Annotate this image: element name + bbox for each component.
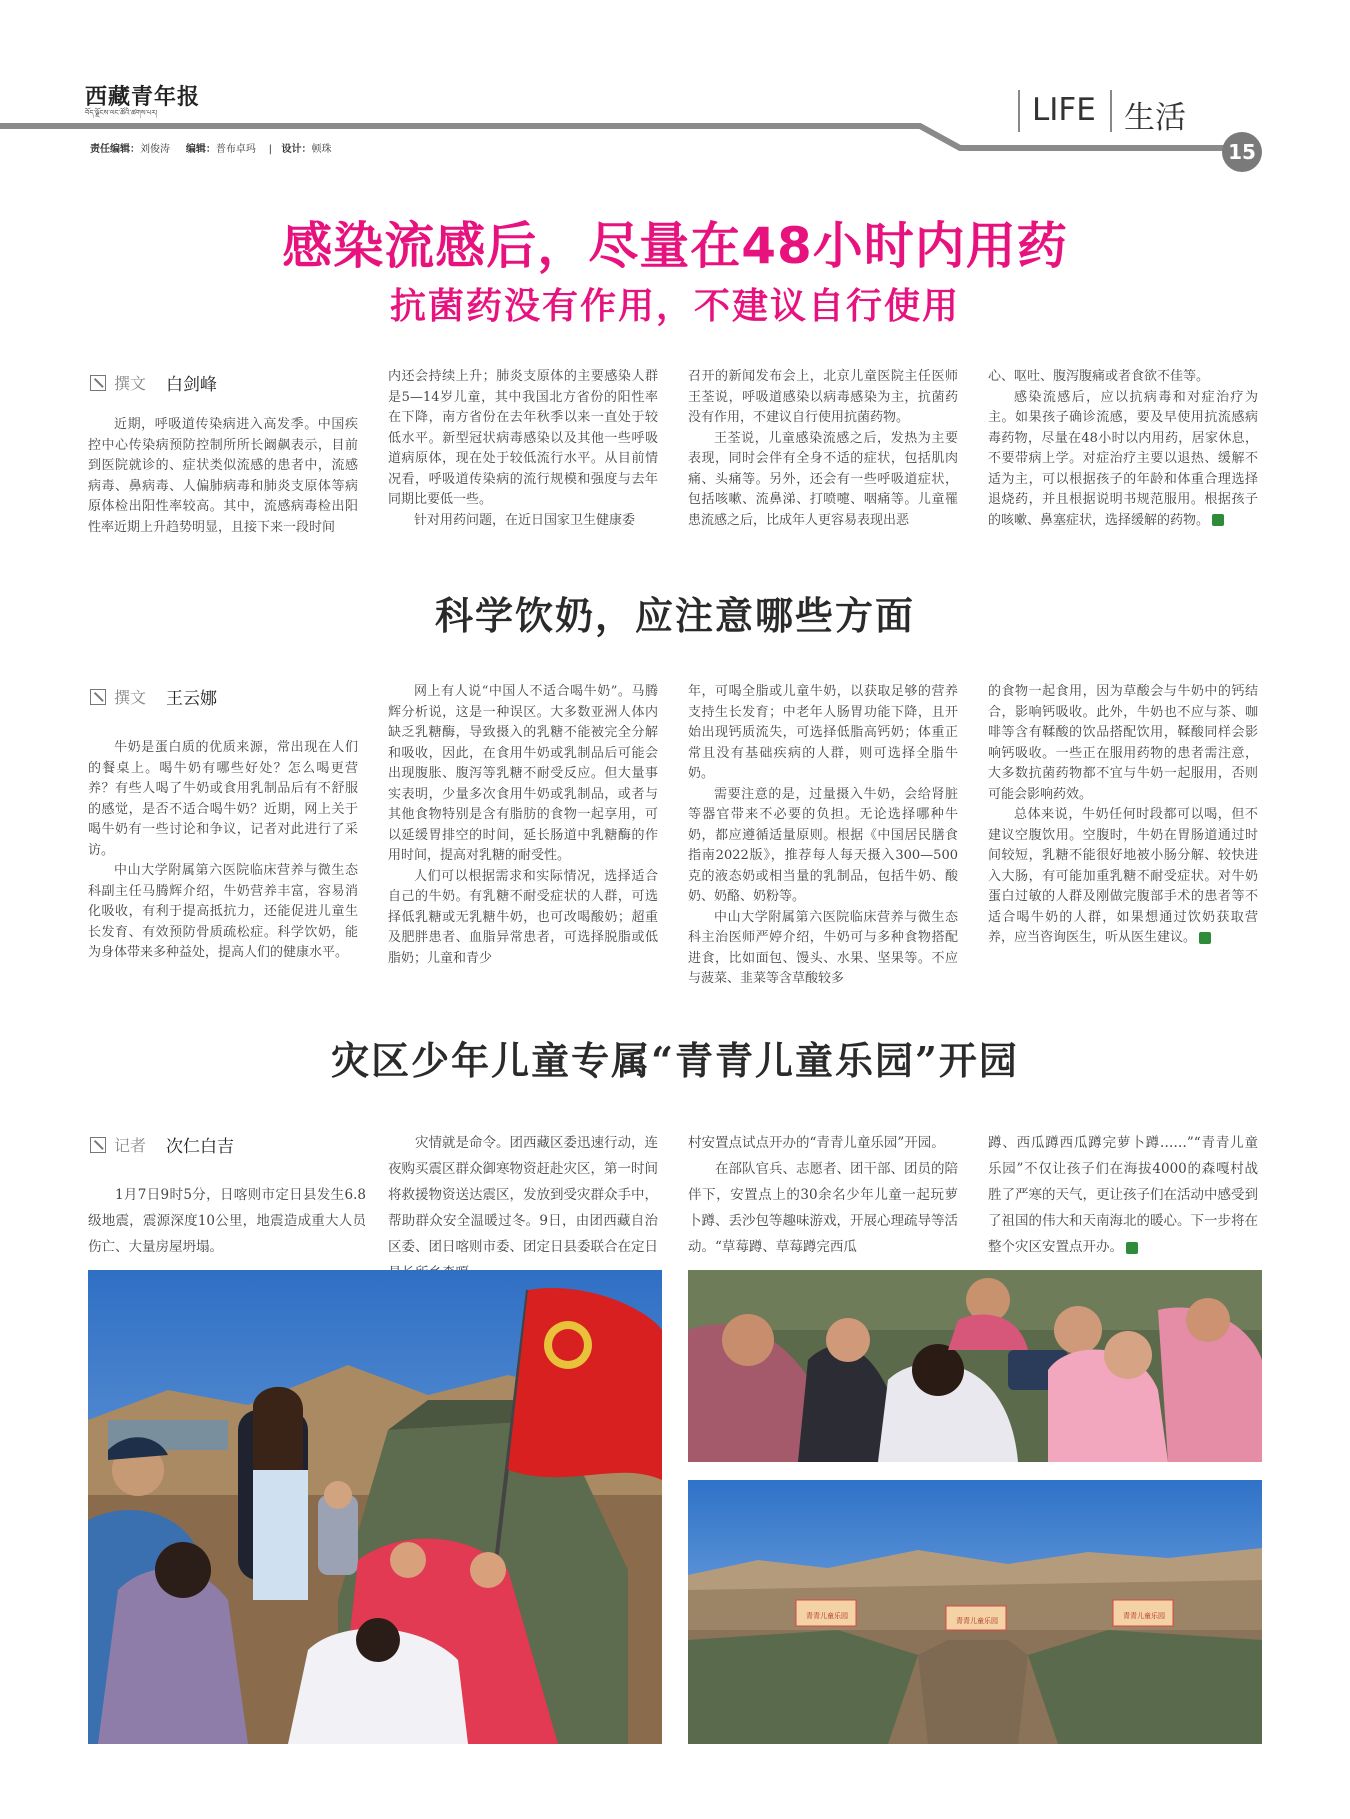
paragraph [988,1130,1258,1260]
paragraph: 心、呕吐、腹泻腹痛或者食欲不佳等。 [988,369,1210,384]
paragraph-text: 感染流感后，应以抗病毒和对症治疗为主。如果孩子确诊流感，要及早使用抗流感病毒药物，尽量在48小时以内用药，居家休息，不要带病上学。对症治疗主要以退热、缓解不适为主，可以根据孩子的年龄和体重合理选择退烧药，并且根据说明书规范服用。根据孩子的咳嗽、鼻塞症状，选择缓解的药物。 [988,389,1258,528]
article3-column-1 [88,1182,366,1260]
article1-column-1 [88,415,358,538]
paragraph-text: 蹲、西瓜蹲西瓜蹲完萝卜蹲……”“青青儿童乐园”不仅让孩子们在海拔4000的森嘎村战胜了严寒的天气，更让孩子们在活动中感受到了祖国的伟大和天南海北的暖心。下一步将在整个灾区安置点开办。 [988,1135,1258,1255]
credit-label: 设计： [281,144,312,155]
photo-tent-rows-image [688,1480,1262,1744]
section-label-cn: 生活 [1124,100,1186,136]
photo-tent-rows [688,1480,1262,1744]
byline-role: 撰文 [114,374,147,393]
paragraph: 近期，呼吸道传染病进入高发季。中国疾控中心传染病预防控制所所长阚飙表示，目前到医院就诊的、症状类似流感的患者中，流感病毒、鼻病毒、人偏肺病毒和肺炎支原体等病原体检出阳性率较高。其中，流感病毒检出阳性率近期上升趋势明显，且接下来一段时间 [88,417,358,535]
article1-column-4 [988,367,1258,531]
article2-column-4 [988,682,1258,949]
paper-name: 西藏青年报 [85,84,201,110]
byline-role: 记者 [114,1136,147,1155]
article1-byline [90,370,217,395]
byline-name: 次仁白吉 [166,1137,235,1157]
credit-value: 顿珠 [311,144,332,155]
header-rule [0,120,1350,160]
paragraph: 需要注意的是，过量摄入牛奶，会给肾脏等器官带来不必要的负担。无论选择哪种牛奶，都应遵循适量原则。根据《中国居民膳食指南2022版》，推荐每人每天摄入300—500克的液态奶或相当量的乳制品，包括牛奶、酸奶、奶酪、奶粉等。 [688,786,958,904]
paragraph: 召开的新闻发布会上，北京儿童医院主任医师王荃说，呼吸道感染以病毒感染为主，抗菌药没有作用，不建议自行使用抗菌药物。 [688,369,958,425]
article3-byline [90,1132,234,1157]
photo-children-smiling [688,1270,1262,1462]
paragraph [988,388,1258,532]
paragraph: 在部队官兵、志愿者、团干部、团员的陪伴下，安置点上的30余名少年儿童一起玩萝卜蹲、丢沙包等趣味游戏，开展心理疏导等活动。“草莓蹲、草莓蹲完西瓜 [688,1161,958,1255]
article3-column-2 [388,1130,658,1286]
article2-byline [90,684,217,709]
paragraph: 1月7日9时5分，日喀则市定日县发生6.8级地震，震源深度10公里，地震造成重大人员伤亡、大量房屋坍塌。 [88,1187,366,1255]
article2-headline: 科学饮奶，应注意哪些方面 [434,593,915,638]
photo-children-smiling-image [688,1270,1262,1462]
credit-value: 刘俊涛 [140,144,170,155]
paragraph: 牛奶是蛋白质的优质来源，常出现在人们的餐桌上。喝牛奶有哪些好处？怎么喝更营养？有些人喝了牛奶或食用乳制品后有不舒服的感觉，是否不适合喝牛奶？近期，网上关于喝牛奶有一些讨论和争议，记者对此进行了采访。 [88,740,358,858]
article1-column-2 [388,367,658,531]
paragraph: 人们可以根据需求和实际情况，选择适合自己的牛奶。有乳糖不耐受症状的人群，可选择低乳糖或无乳糖牛奶，也可改喝酸奶；超重及肥胖患者、血脂异常患者，可选择脱脂或低脂奶；儿童和青少 [388,868,658,966]
pen-icon [90,689,106,705]
byline-name: 王云娜 [166,689,218,709]
byline-role: 撰文 [114,688,147,707]
credit-label: 编辑： [185,144,216,155]
end-mark-icon [1126,1242,1138,1254]
tent-sign-text: 青青儿童乐园 [1123,1612,1165,1620]
paragraph: 王荃说，儿童感染流感之后，发热为主要表现，同时会伴有全身不适的症状，包括肌肉痛、头痛等。另外，还会有一些呼吸道症状，包括咳嗽、流鼻涕、打喷嚏、咽痛等。儿童罹患流感之后，比成年人更容易表现出恶 [688,430,958,528]
paragraph: 中山大学附属第六医院临床营养与微生态科副主任马腾辉介绍，牛奶营养丰富，容易消化吸收，有利于提高抵抗力，还能促进儿童生长发育、有效预防骨质疏松症。科学饮奶，能为身体带来多种益处，提高人们的健康水平。 [88,863,358,960]
paragraph: 网上有人说“中国人不适合喝牛奶”。马腾辉分析说，这是一种误区。大多数亚洲人体内缺乏乳糖酶，导致摄入的乳糖不能被完全分解和吸收，因此，在食用牛奶或乳制品后可能会出现腹胀、腹泻等乳糖不耐受反应。但大量事实表明，少量多次食用牛奶或乳制品，或者与其他食物特别是含有脂肪的食物一起享用，可以延缓胃排空的时间，延长肠道中乳糖酶的作用时间，提高对乳糖的耐受性。 [388,684,658,863]
paragraph: 中山大学附属第六医院临床营养与微生态科主治医师严婷介绍，牛奶可与多种食物搭配进食，比如面包、馒头、水果、坚果等。不应与菠菜、韭菜等含草酸较多 [688,909,958,986]
paragraph: 内还会持续上升；肺炎支原体的主要感染人群是5—14岁儿童，其中我国北方省份的阳性率在下降，南方省份在去年秋季以来一直处于较低水平。新型冠状病毒感染以及其他一些呼吸道病原体，现在处于较低流行水平。从目前情况看，呼吸道传染病的流行规模和强度与去年同期比要低一些。 [388,369,658,507]
paragraph: 年，可喝全脂或儿童牛奶，以获取足够的营养支持生长发育；中老年人肠胃功能下降，且开始出现钙质流失，可选择低脂高钙奶；体重正常且没有基础疾病的人群，则可选择全脂牛奶。 [688,684,958,781]
paragraph: 村安置点试点开办的“青青儿童乐园”开园。 [688,1135,945,1151]
credits: 责任编辑：刘俊涛 编辑：普布卓玛 | 设计：顿珠 [90,144,332,155]
article2-column-1 [88,738,358,964]
paper-tibetan-name: བོད་ལྗོངས་ལང་ཚོའི་ཚགས་པར། [85,109,158,117]
byline-name: 白剑峰 [166,375,218,395]
tent-sign-text: 青青儿童乐园 [956,1617,998,1625]
article3-column-4 [988,1130,1258,1260]
article1-subheadline: 抗菌药没有作用，不建议自行使用 [389,285,960,327]
article3-column-3 [688,1130,958,1260]
article1-column-3 [688,367,958,531]
pen-icon [90,375,106,391]
paragraph: 针对用药问题，在近日国家卫生健康委 [414,512,636,528]
credit-label: 责任编辑： [90,144,140,155]
pen-icon [90,1137,106,1153]
page-number: 15 [1222,132,1262,172]
article1-headline: 感染流感后，尽量在48小时内用药 [282,217,1068,275]
end-mark-icon [1199,932,1211,944]
credit-value: 普布卓玛 [215,144,256,155]
paragraph-text: 总体来说，牛奶任何时段都可以喝，但不建议空腹饮用。空腹时，牛奶在胃肠道通过时间较短，乳糖不能很好地被小肠分解、较快进入大肠，有可能加重乳糖不耐受症状。对牛奶蛋白过敏的人群及刚做完腹部手术的患者等不适合喝牛奶的人群，如果想通过饮奶获取营养，应当咨询医生，听从医生建议。 [988,807,1258,945]
photo-children-flag [88,1270,662,1744]
section-label-en: LIFE [1032,92,1096,128]
photo-children-flag-image [88,1270,662,1744]
paragraph: 的食物一起食用，因为草酸会与牛奶中的钙结合，影响钙吸收。此外，牛奶也不应与茶、咖啡等含有鞣酸的饮品搭配饮用，鞣酸同样会影响钙吸收。一些正在服用药物的患者需注意，大多数抗菌药物都不宜与牛奶一起服用，否则可能会影响药效。 [988,684,1258,802]
tent-sign-text: 青青儿童乐园 [806,1612,848,1620]
paragraph: 灾情就是命令。团西藏区委迅速行动，连夜购买震区群众御寒物资赶赴灾区，第一时间将救援物资送达震区，发放到受灾群众手中，帮助群众安全温暖过冬。9日，由团西藏自治区委、团日喀则市委、团定日县委联合在定日 [388,1135,658,1255]
paragraph [988,805,1258,949]
article3-headline: 灾区少年儿童专属“青青儿童乐园”开园 [331,1038,1019,1083]
end-mark-icon [1212,514,1224,526]
article2-column-3 [688,682,958,990]
article2-column-2 [388,682,658,969]
